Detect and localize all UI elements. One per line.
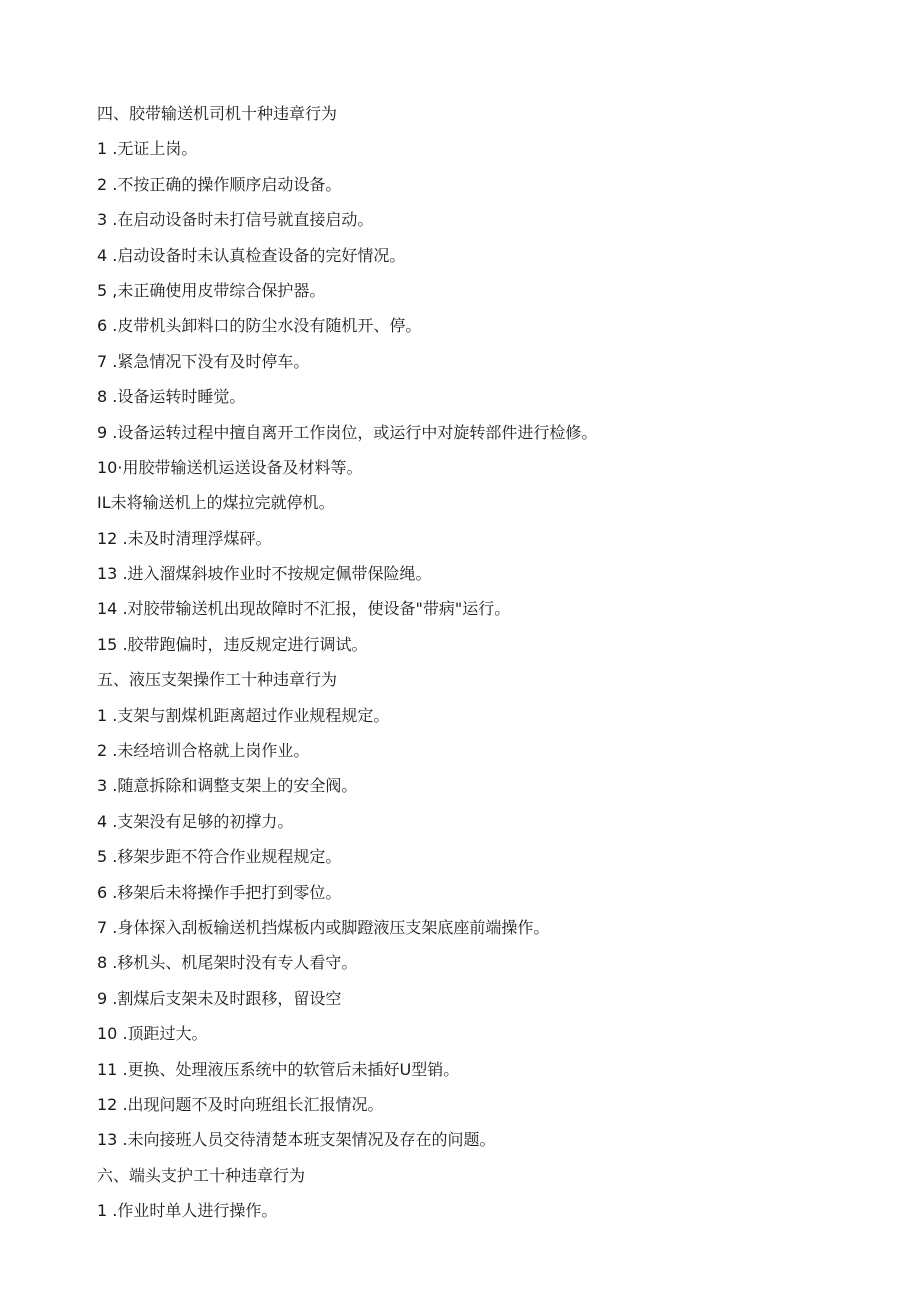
list-item: 1 .作业时单人进行操作。 xyxy=(97,1201,278,1221)
document-body xyxy=(97,102,877,1235)
list-item: 1 .支架与割煤机距离超过作业规程规定。 xyxy=(97,705,390,725)
list-item: 1 .无证上岗。 xyxy=(97,139,198,159)
list-item: 2 .不按正确的操作顺序启动设备。 xyxy=(97,174,342,194)
list-item: 8 .移机头、机尾架时没有专人看守。 xyxy=(97,953,358,973)
list-item: 6 .皮带机头卸料口的防尘水没有随机开、停。 xyxy=(97,316,422,336)
list-item: 7 .身体探入刮板输送机挡煤板内或脚蹬液压支架底座前端操作。 xyxy=(97,917,550,937)
list-item: 14 .对胶带输送机出现故障时不汇报，使设备"带病"运行。 xyxy=(97,599,511,619)
list-item: 4 .启动设备时未认真检查设备的完好情况。 xyxy=(97,245,406,265)
list-item: 12 .未及时清理浮煤砰。 xyxy=(97,528,272,548)
list-item: 10 .顶距过大。 xyxy=(97,1024,208,1044)
list-item: 15 .胶带跑偏时，违反规定进行调试。 xyxy=(97,634,368,654)
list-item: IL未将输送机上的煤拉完就停机。 xyxy=(97,493,335,513)
section-heading-5: 五、液压支架操作工十种违章行为 xyxy=(97,670,338,690)
list-item: 13 .未向接班人员交待清楚本班支架情况及存在的问题。 xyxy=(97,1130,496,1150)
list-item: 11 .更换、处理液压系统中的软管后未插好U型销。 xyxy=(97,1059,460,1079)
list-item: 9 .设备运转过程中擅自离开工作岗位，或运行中对旋转部件进行检修。 xyxy=(97,422,598,442)
list-item: 3 .在启动设备时未打信号就直接启动。 xyxy=(97,210,374,230)
list-item: 6 .移架后未将操作手把打到零位。 xyxy=(97,882,342,902)
list-item: 10·用胶带输送机运送设备及材料等。 xyxy=(97,457,363,477)
list-item: 12 .出现问题不及时向班组长汇报情况。 xyxy=(97,1094,384,1114)
section-heading-4: 四、胶带输送机司机十种违章行为 xyxy=(97,104,338,123)
list-item: 5 ,未正确使用皮带综合保护器。 xyxy=(97,280,326,300)
list-item: 13 .进入溜煤斜坡作业时不按规定佩带保险绳。 xyxy=(97,564,432,584)
list-item: 9 .割煤后支架未及时跟移，留设空 xyxy=(97,988,342,1008)
list-item: 8 .设备运转时睡觉。 xyxy=(97,387,246,407)
list-item: 3 .随意拆除和调整支架上的安全阀。 xyxy=(97,776,358,796)
section-heading-6: 六、端头支护工十种违章行为 xyxy=(97,1165,306,1185)
list-item: 2 .未经培训合格就上岗作业。 xyxy=(97,741,310,761)
list-item: 5 .移架步距不符合作业规程规定。 xyxy=(97,847,342,867)
list-item: 7 .紧急情况下没有及时停车。 xyxy=(97,351,310,371)
list-item: 4 .支架没有足够的初撑力。 xyxy=(97,811,294,831)
